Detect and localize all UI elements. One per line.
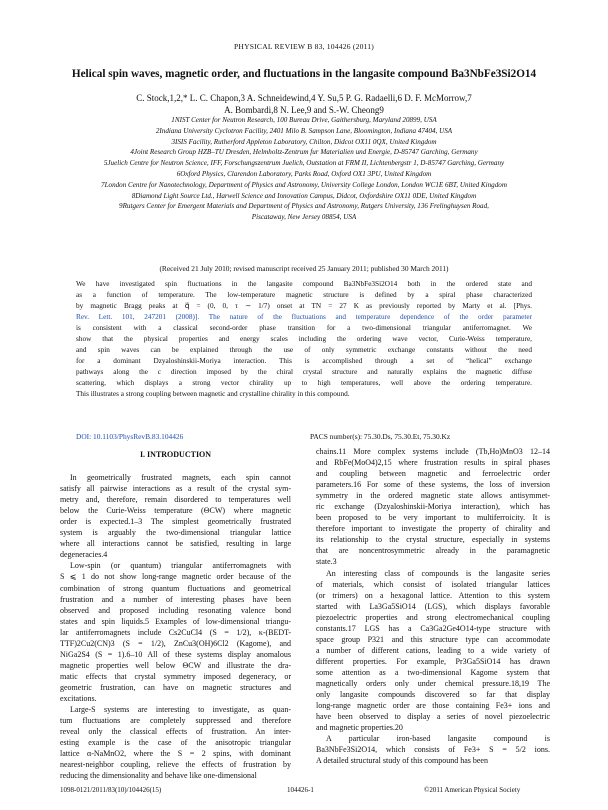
body-text-line: and magnetic properties.20 [316,723,403,733]
body-text-line: frustration and a number of interesting phases have been [60,594,291,604]
body-text-line: chains.11 More complex systems include (Tb,Ho)MnO3 12–14 [316,447,550,456]
body-text-line: different properties. For example, Pr3Ga5SiO14 has drawn [316,656,550,666]
right-column [316,446,550,766]
body-text-line: states and spin liquids.5 Examples of low-dimensional triangu- [60,616,291,626]
affiliation-list [14,115,594,223]
body-text-line: excitations. [60,693,97,703]
body-text-line: that are noncentrosymmetric already in the paramagnetic [316,546,550,556]
received-dates: (Received 21 July 2010; revised manuscript received 25 January 2011; published 30 March 2011) [159,264,449,273]
abstract-line: scattering, which displays a strong vector chirality up to high temperatures, well above the ordering temperature. [76,378,532,387]
body-text-line: piezoelectric properties and strong electromechanical coupling [316,612,550,622]
abstract-line: pathways along the c direction imposed by the chiral crystal structure and naturally explains the magnetic diffuse [76,367,532,376]
body-text-line: have been observed to display a series of novel piezoelectric [316,712,550,722]
body-text-line: lattice α-NaMnO2, where the S = 2 spins, with dominant [60,749,291,759]
body-text-line: Low-spin (or quantum) triangular antiferromagnets with [70,561,291,571]
affiliation: 2Indiana University Cyclotron Facility, 2401 Milo B. Sampson Lane, Bloomington, Indiana 47404, USA [155,126,453,135]
affiliation: 6Oxford Physics, Clarendon Laboratory, Parks Road, Oxford OX1 3PU, United Kingdom [176,169,432,178]
body-text-line: its relationship to the crystal structure, especially in systems [316,535,550,545]
body-text-line: started with La3Ga5SiO14 (LGS), which displays favorable [316,601,550,611]
affiliation: 7London Centre for Nanotechnology, Department of Physics and Astronomy, University College London, London WC1E 6BT, United Kingdom [101,180,507,189]
abstract-line: This illustrates a strong coupling between magnetic and crystalline chirality in this compound. [76,389,350,398]
body-text-line: tum fluctuations are completely suppressed and therefore [60,716,291,726]
affiliation: Piscataway, New Jersey 08854, USA [251,213,357,222]
body-text-line: observed and proposed including resonating valence bond [60,605,291,615]
body-text-line: system is arguably the two-dimensional triangular lattice [60,528,291,538]
body-text-line: (or trimers) on a hexagonal lattice. Attention to this system [316,590,550,600]
abstract-line: is consistent with a classical second-order phase transition for a two-dimensional triangular antiferromagnet. We [76,323,532,332]
footer-page-number: 104426-1 [287,786,314,794]
body-text-line: ric exchange (Dzyaloshinskii-Moriya interaction), which has [316,502,550,512]
abstract-line: by magnetic Bragg peaks at q⃗ = (0, 0, τ ∼ 1/7) onset at TN = 27 K as previously reported by Marty et al. [Phys. [76,301,532,310]
doi-link[interactable]: DOI: 10.1103/PhysRevB.83.104426 [76,432,184,441]
body-text-line: A particular iron-based langasite compound is [326,734,550,744]
affiliation: 4Joint Research Group HZB–TU Dresden, Helmholtz-Zentrum fur Materialien und Energie, D-85747 Garching, Germany [130,148,478,157]
pacs-numbers: PACS number(s): 75.30.Ds, 75.30.Et, 75.30.Kz [310,432,451,441]
body-text-line: only langasite compounds discovered so far that display [316,690,550,700]
abstract-line-link[interactable]: Rev. Lett. 101, 247201 (2008)]. The nature of the fluctuations and temperature dependence of the order parameter [76,312,532,321]
affiliation: 3ISIS Facility, Rutherford Appleton Laboratory, Chilton, Didcot OX11 0QX, United Kingdom [171,137,437,146]
abstract-line: We have investigated spin fluctuations in the langasite compound Ba3NbFe3Si2O14 both in the ordered state and [76,280,532,288]
body-text-line: Large-S systems are interesting to investigate, as quan- [70,705,291,715]
right-column-text [316,446,550,766]
abstract-line: show that the physical properties and energy scales including the ordering wave vector, Curie-Weiss temperature, [76,334,532,343]
body-text-line: nearest-neighbor coupling, relieve the effects of frustration by [60,760,291,770]
body-text-line: metry and, therefore, remain disordered to temperatures well [60,495,291,505]
body-text-line: of materials, which consist of isolated triangular lattices [316,579,550,589]
affiliation: 5Juelich Centre for Neutron Science, IFF, Forschungszentrum Juelich, Outstation at FRM II, Lichtenbergstr 1, D-85747 Garching, Germany [103,159,505,168]
body-text-line: reducing the dimensionality and behave like one-dimensional [60,771,257,781]
body-text-line: long-range magnetic order are those containing Fe3+ ions and [316,701,550,711]
body-text-line: Ba3NbFe3Si2O14, which consists of Fe3+ S = 5/2 ions. [316,745,550,755]
body-text-line: some attention as a two-dimensional Kagome system that [316,667,550,677]
body-text-line: below the Curie-Weiss temperature (ΘCW) where magnetic [60,506,291,516]
body-text-line: TTF)2Cu2(CN)3 (S = 1/2), ZnCu3(OH)6Cl2 (Kagome), and [60,638,291,648]
body-text-line: and RbFe(MoO4)2,15 where frustration results in spiral phases [316,458,550,468]
body-text-line: magnetic properties well below ΘCW and illustrate the dra- [60,660,291,670]
body-text-line: order is expected.1–3 The simplest geometrically frustrated [60,517,291,527]
footer-issn: 1098-0121/2011/83(10)/104426(15) [60,786,162,794]
body-text-line: a number of different cations, leading to a wide variety of [316,645,550,655]
body-text-line: matic effects that crystal symmetry imposed degeneracy, or [60,671,291,681]
affiliation: 9Rutgers Center for Emergent Materials and Department of Physics and Astronomy, Rutgers University, 136 Frelinghuysen Road, [119,202,489,211]
body-text-line: lar antiferromagnets include Cs2CuCl4 (S = 1/2), κ-(BEDT- [60,627,291,637]
abstract-line: and spin waves can be explained through the use of only symmetric exchange constants without the need [76,345,532,354]
left-column [60,449,291,781]
paper-title: Helical spin waves, magnetic order, and fluctuations in the langasite compound Ba3NbFe3Si2O14 [71,68,537,80]
body-text-line: geometric frustration, can have on magnetic structures and [60,682,291,692]
abstract [76,279,532,399]
abstract-line: for a dominant Dzyaloshinskii-Moriya interaction. This is accomplished through a set of “helical” exchange [76,356,532,365]
running-head: PHYSICAL REVIEW B 83, 104426 (2011) [233,42,375,51]
footer-copyright: ©2011 American Physical Society [424,786,521,794]
author-line: A. Bombardi,8 N. Lee,9 and S.-W. Cheong9 [224,105,384,115]
body-text-line: degeneracies.4 [60,550,108,560]
author-list [30,92,578,116]
abstract-line: as a function of temperature. The low-temperature magnetic structure is defined by a spiral phase characterized [76,290,532,299]
section-heading: I. INTRODUCTION [139,450,212,459]
body-text-line: An interesting class of compounds is the langasite series [326,568,550,578]
body-text-line: parameters.16 For some of these systems, the loss of inversion [316,480,550,490]
body-text-line: reveal only the classical effects of frustration. An inter- [60,727,291,737]
body-text-line: been proposed to be very important to multiferroicity. It is [316,513,550,523]
body-text-line: A detailed structural study of this compound has been [316,756,488,766]
body-text-line: and coupling between magnetic and ferroelectric order [316,469,550,479]
body-text-line: magnetically orders only under chemical pressure.18,19 The [316,678,550,688]
body-text-line: In geometrically frustrated magnets, each spin cannot [70,473,291,483]
body-text-line: where all interactions cannot be satisfied, resulting in large [60,539,291,549]
body-text-line: space group P321 and this structure type can accommodate [316,634,550,644]
body-text-line: NiGa2S4 (S = 1).6–10 All of these systems display anomalous [60,649,291,659]
body-text-line: combination of strong quantum fluctuations and geometrical [60,583,291,593]
author-line: C. Stock,1,2,* L. C. Chapon,3 A. Schneidewind,4 Y. Su,5 P. G. Radaelli,6 D. F. McMorrow,7 [136,93,472,103]
affiliation: 1NIST Center for Neutron Research, 100 Bureau Drive, Gaithersburg, Maryland 20899, USA [171,116,437,124]
body-text-line: esting example is the case of the anisotropic triangular [60,738,291,748]
body-text-line: satisfy all pairwise interactions as a result of the crystal sym- [60,484,291,494]
body-text-line: S ⩽ 1 do not show long-range magnetic order because of the [60,572,291,582]
body-text-line: state.3 [316,557,337,567]
left-column-text [60,472,291,781]
body-text-line: therefore important to investigate the property of chirality and [316,524,550,534]
body-text-line: symmetry in the ordered magnetic state allows antisymmet- [316,491,550,501]
affiliation: 8Diamond Light Source Ltd., Harwell Science and Innovation Campus, Didcot, Oxfordshire OX11 0DE, United Kingdom [131,191,477,200]
body-text-line: constants.17 LGS has a Ca3Ga2Ge4O14-type structure with [316,623,550,633]
